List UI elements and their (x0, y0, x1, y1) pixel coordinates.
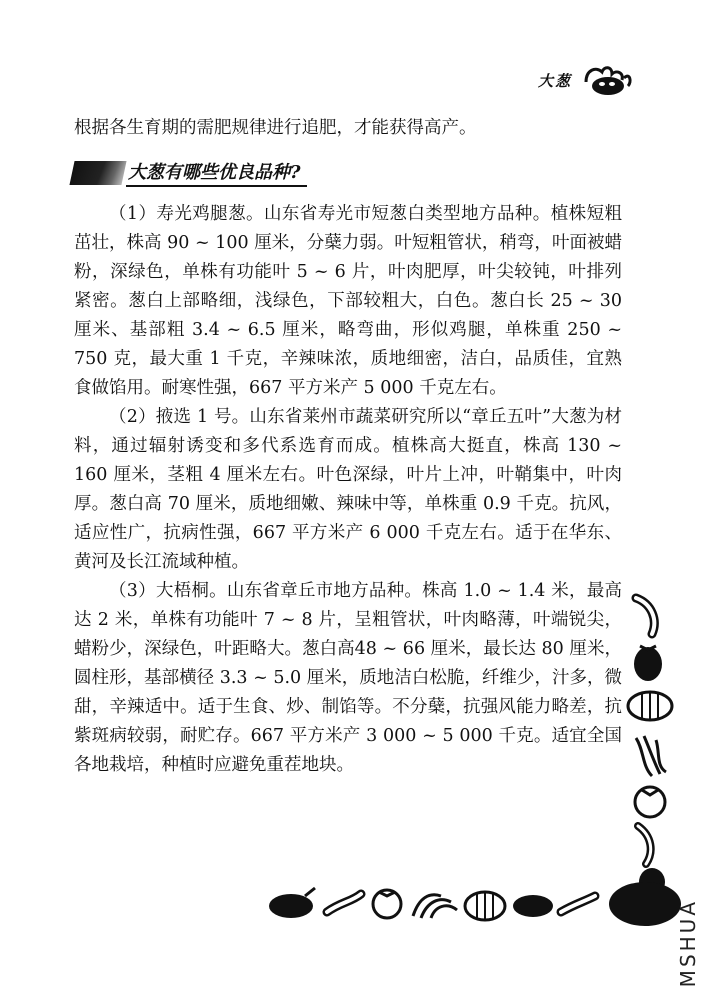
leek-icon (636, 736, 666, 776)
cucumber-icon (561, 896, 595, 912)
leek-icon (413, 895, 457, 918)
onion-cartoon-icon (582, 62, 634, 98)
running-header (538, 62, 634, 98)
heading-brush-mark (69, 161, 126, 185)
variety-entry: （3）大梧桐。山东省章丘市地方品种。株高 1.0 ~ 1.4 米，最高达 2 米，单株有功能叶 7 ~ 8 片，呈粗管状，叶肉略薄，叶端锐尖，蜡粉少，深绿色，叶距略大。葱白高48 ~ 66 厘米，最长达 80 厘米，圆柱形，基部横径 3.3 ~ 5.0 厘米，质地洁白松脆，纤维少，汁多，微甜，辛辣适中。适于生食、炒、制馅等。不分蘖，抗强风能力略差，抗紫斑病较弱，耐贮存。667 平方米产 3 000 ~ 5 000 千克。适宜全国各地栽培，种植时应避免重茬地块。 (74, 581, 622, 775)
eggplant-icon (634, 646, 662, 681)
side-vegetable-column (622, 590, 682, 900)
eggplant-icon (513, 895, 553, 917)
pumpkin-icon (465, 892, 505, 920)
continuation-paragraph (74, 114, 622, 143)
bottom-vegetable-strip (265, 862, 685, 942)
cucumber-icon (636, 598, 654, 634)
tomato-icon (635, 787, 665, 817)
chili-icon (638, 826, 651, 864)
section-heading (72, 158, 307, 187)
page-number-blob-icon (609, 882, 681, 926)
variety-list (74, 200, 622, 780)
variety-entry: （2）掖选 1 号。山东省莱州市蔬菜研究所以“章丘五叶”大葱为材料，通过辐射诱变和多代系选育而成。植株高大挺直，株高 130 ~ 160 厘米，茎粗 4 厘米左右。叶色深绿，叶片上冲，叶鞘集中，叶肉厚。葱白高 70 厘米，质地细嫩、辣味中等，单株重 0.9 千克。抗风，适应性广，抗病性强，667 平方米产 6 000 千克左右。适于在华东、黄河及长江流域种植。 (74, 407, 622, 572)
running-title: 大葱 (537, 71, 572, 90)
continuation-text: 根据各生育期的需肥规律进行追肥，才能获得高产。 (74, 118, 477, 138)
section-title: 大葱有哪些优良品种? (126, 158, 307, 187)
cucumber-icon (327, 894, 361, 912)
variety-entry: （1）寿光鸡腿葱。山东省寿光市短葱白类型地方品种。植株短粗茁壮，株高 90 ~ 100 厘米，分蘖力弱。叶短粗管状，稍弯，叶面被蜡粉，深绿色，单株有功能叶 5 ~ 6 片，叶肉肥厚，叶尖较钝，叶排列紧密。葱白上部略细，浅绿色，下部较粗大，白色。葱白长 25 ~ 30 厘米、基部粗 3.4 ~ 6.5 厘米，略弯曲，形似鸡腿，单株重 250 ~ 750 克，最大重 1 千克，辛辣味浓，质地细密，洁白，品质佳，宜熟食做馅用。耐寒性强，667 平方米产 5 000 千克左右。 (74, 204, 622, 398)
eggplant-icon (269, 888, 315, 918)
pumpkin-icon (628, 692, 672, 720)
tomato-icon (373, 890, 401, 918)
watermark: MSHUA (676, 898, 700, 987)
